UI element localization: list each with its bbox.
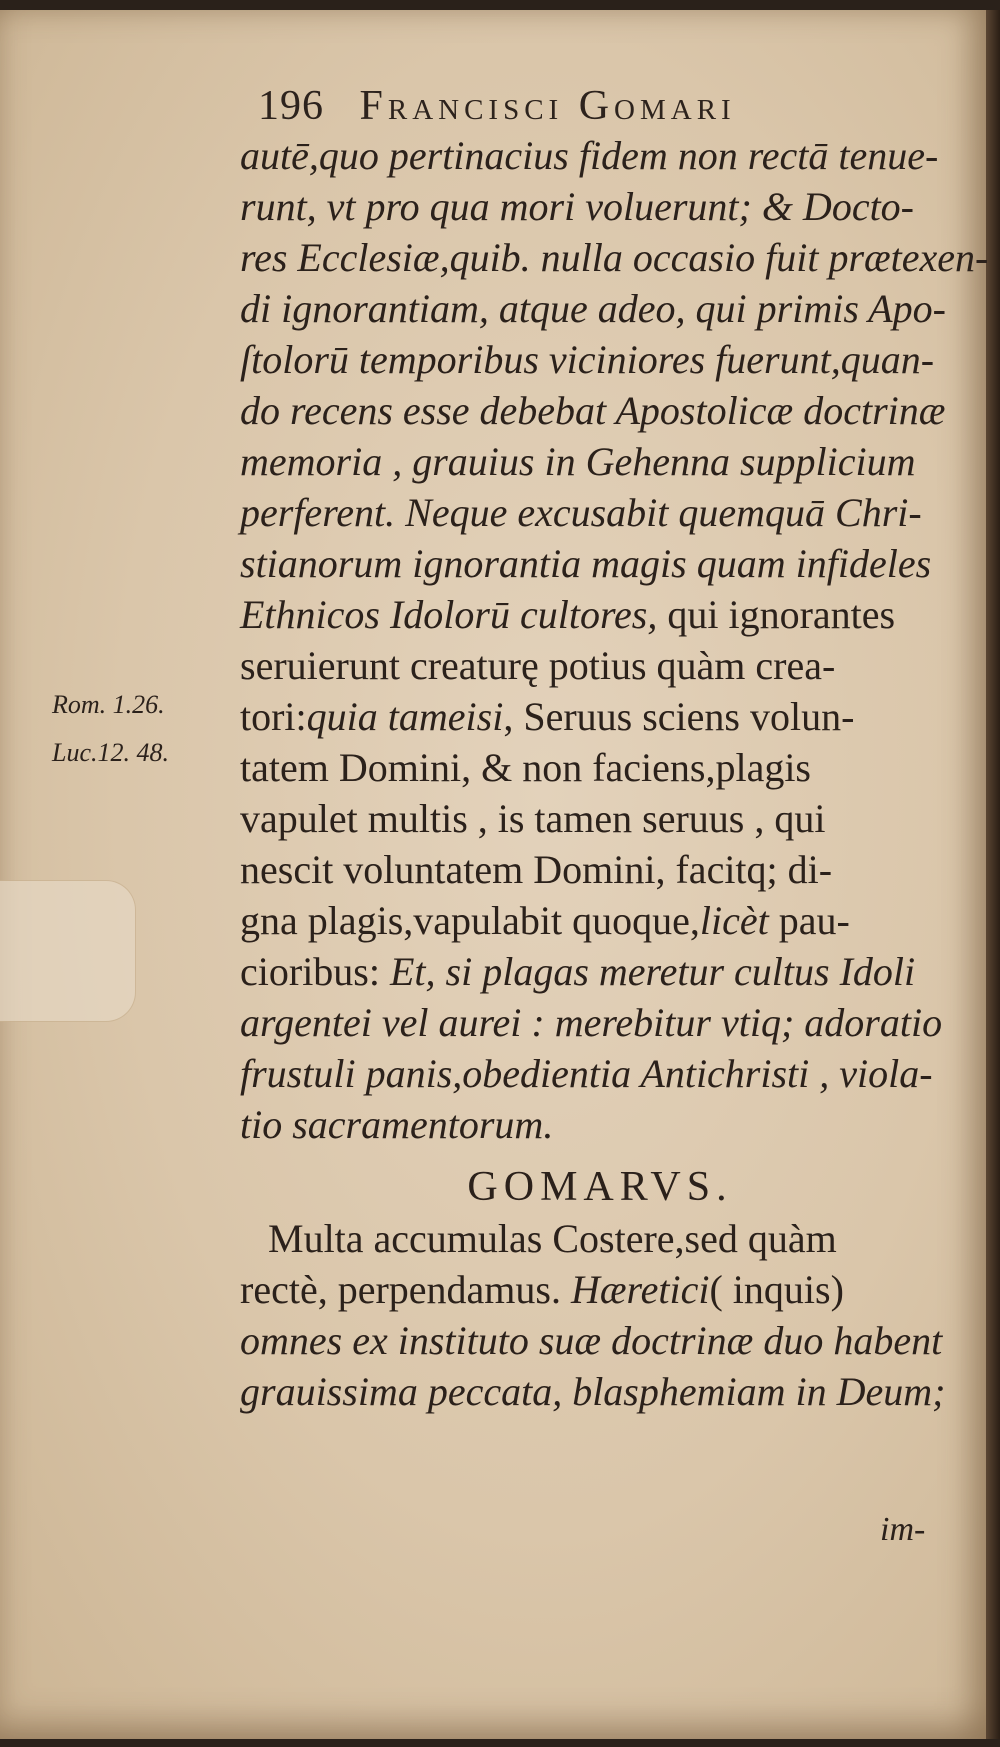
text-line bbox=[240, 1366, 960, 1417]
text-line bbox=[240, 589, 960, 640]
text-span: omnes ex instituto suæ doctrinæ duo habent bbox=[240, 1318, 943, 1363]
text-line bbox=[240, 742, 960, 793]
text-line bbox=[240, 946, 960, 997]
text-span: perferent. Neque excusabit quemquā Chri- bbox=[240, 490, 922, 535]
text-span: res Ecclesiæ,quib. nulla occasio fuit prætexen- bbox=[240, 235, 989, 280]
text-span: nescit voluntatem Domini, facitq; di- bbox=[240, 847, 833, 892]
text-span: di ignorantiam, atque adeo, qui primis Apo- bbox=[240, 286, 946, 331]
text-span: seruierunt creaturę potius quàm crea- bbox=[240, 643, 836, 688]
text-line bbox=[240, 1048, 960, 1099]
text-span: tio sacramentorum. bbox=[240, 1102, 554, 1147]
text-span: frustuli panis,obedientia Antichristi , viola- bbox=[240, 1051, 933, 1096]
text-line bbox=[240, 640, 960, 691]
text-line bbox=[240, 997, 960, 1048]
text-span: Ethnicos Idolorū cultores, bbox=[240, 592, 658, 637]
text-span: licèt bbox=[699, 898, 769, 943]
text-span: tori: bbox=[240, 694, 307, 739]
text-line bbox=[240, 538, 960, 589]
text-line bbox=[240, 1264, 960, 1315]
text-span: quia tameisi bbox=[306, 694, 504, 739]
text-span: rectè, perpendamus. bbox=[240, 1267, 561, 1312]
text-span: pau- bbox=[768, 898, 850, 943]
margin-note-luc: Luc.12. 48. bbox=[52, 738, 169, 767]
text-line bbox=[240, 181, 960, 232]
text-span: vapulet multis , is tamen seruus , qui bbox=[240, 796, 826, 841]
running-header bbox=[258, 82, 898, 130]
text-line bbox=[240, 895, 960, 946]
section-heading bbox=[240, 1162, 960, 1213]
text-line bbox=[240, 1213, 960, 1264]
body-text bbox=[240, 130, 989, 1417]
text-line bbox=[240, 844, 960, 895]
text-line bbox=[240, 1099, 960, 1150]
text-span: GOMARVS. bbox=[467, 1164, 733, 1210]
text-span: Hæretici bbox=[560, 1267, 710, 1312]
text-span: tatem Domini, & non faciens,plagis bbox=[240, 745, 811, 790]
page-number: 196 bbox=[258, 83, 324, 129]
paper-tab bbox=[0, 880, 136, 1022]
text-span: grauissima peccata, blasphemiam in Deum; bbox=[240, 1369, 946, 1414]
text-span: Et, si plagas meretur cultus Idoli bbox=[379, 949, 916, 994]
margin-note-rom: Rom. 1.26. bbox=[52, 690, 165, 719]
text-line bbox=[240, 385, 960, 436]
text-span: , Seruus sciens volun- bbox=[503, 694, 855, 739]
catchword: im- bbox=[880, 1511, 926, 1548]
text-line bbox=[240, 487, 960, 538]
text-line bbox=[240, 1315, 960, 1366]
running-title: Francisci Gomari bbox=[359, 83, 736, 129]
text-line bbox=[240, 334, 960, 385]
text-span: gna plagis,vapulabit quoque, bbox=[240, 898, 700, 943]
text-span: autē,quo pertinacius fidem non rectā tenue- bbox=[240, 133, 939, 178]
text-line bbox=[240, 691, 960, 742]
text-line bbox=[240, 793, 960, 844]
text-line bbox=[240, 436, 960, 487]
text-span: qui ignorantes bbox=[657, 592, 896, 637]
text-span: ſtolorū temporibus viciniores fuerunt,quan- bbox=[240, 337, 935, 382]
text-line bbox=[240, 283, 960, 334]
text-span: Multa accumulas Costere,sed quàm bbox=[268, 1216, 837, 1261]
text-span: ( inquis) bbox=[709, 1267, 844, 1312]
text-span: runt, vt pro qua mori voluerunt; & Docto- bbox=[240, 184, 915, 229]
text-span: memoria , grauius in Gehenna supplicium bbox=[240, 439, 916, 484]
text-span: argentei vel aurei : merebitur vtiq; adoratio bbox=[240, 1000, 943, 1045]
text-span: stianorum ignorantia magis quam infideles bbox=[240, 541, 932, 586]
text-line bbox=[240, 232, 989, 283]
text-line bbox=[240, 130, 960, 181]
text-span: do recens esse debebat Apostolicæ doctrinæ bbox=[240, 388, 946, 433]
text-span: cioribus: bbox=[240, 949, 380, 994]
